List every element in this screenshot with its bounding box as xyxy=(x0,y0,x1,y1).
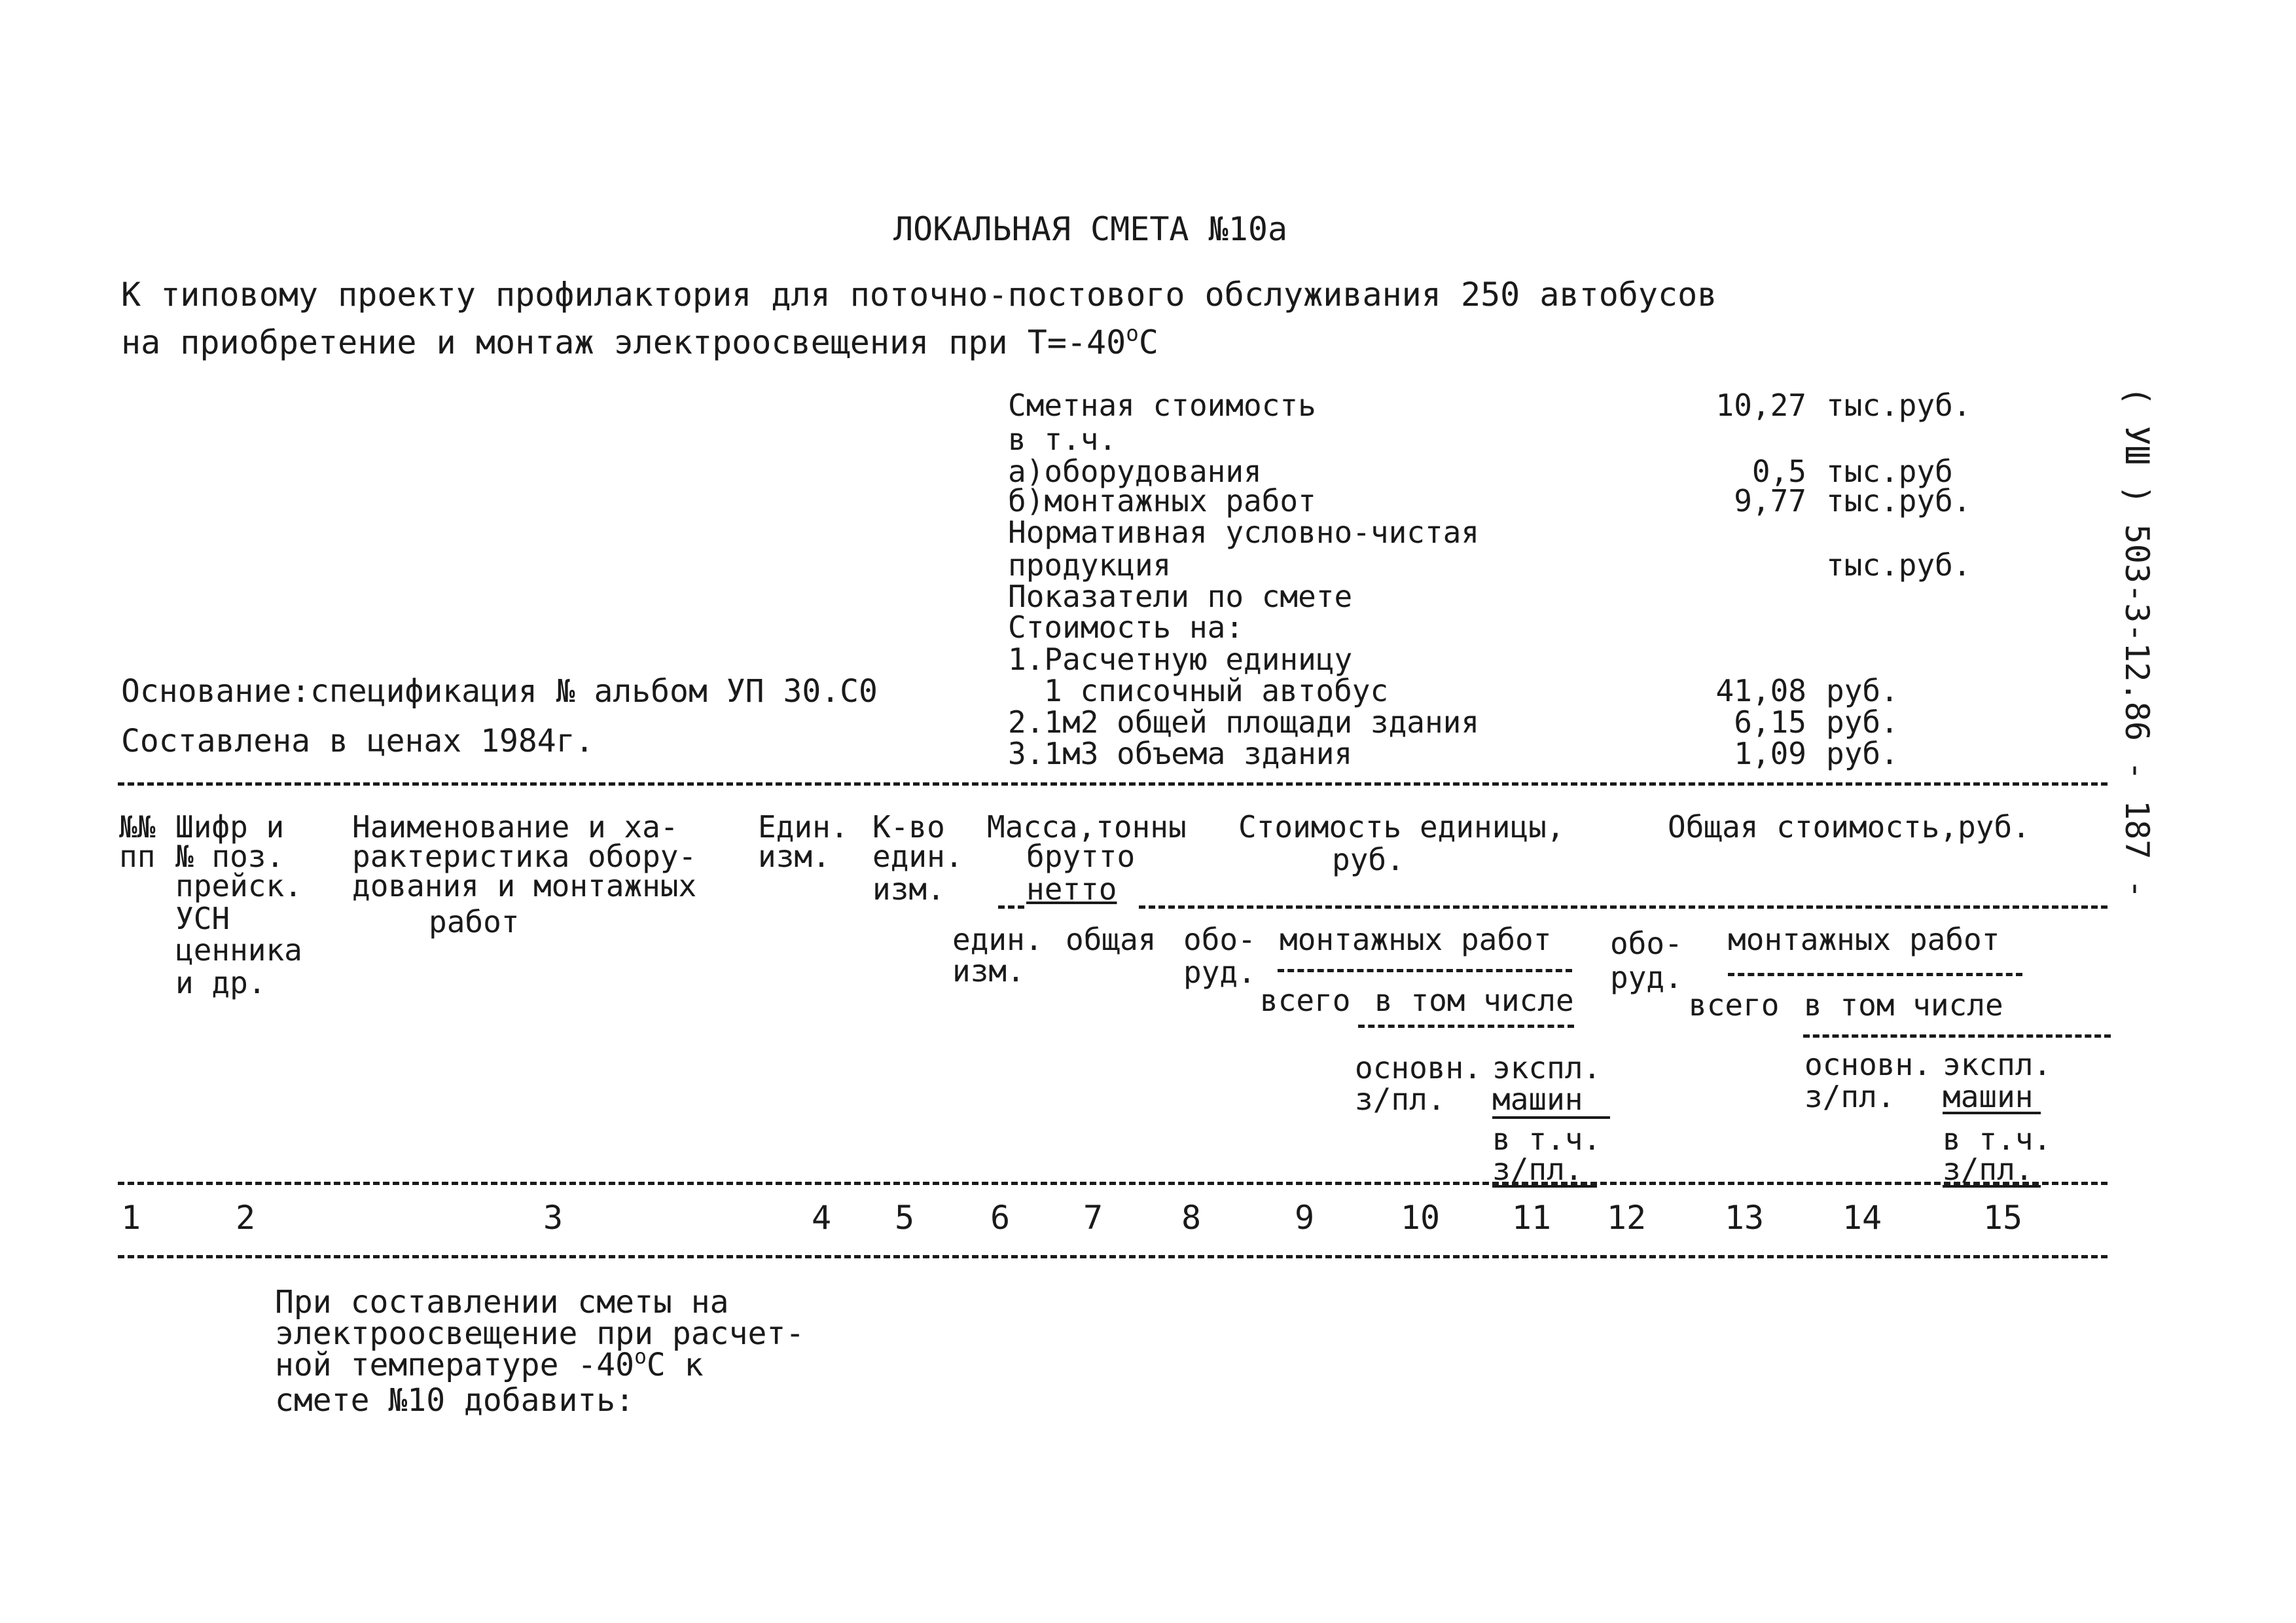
unit-install-rule xyxy=(1278,969,1572,972)
document-subtitle-line1: К типовому проекту профилактория для поточно-постового обслуживания 250 автобусов xyxy=(121,276,1717,314)
mass-per-unit-line1: един. xyxy=(952,922,1043,957)
column-number: 13 xyxy=(1724,1199,1765,1237)
column-number: 10 xyxy=(1400,1199,1441,1237)
per-volume-unit: руб. xyxy=(1826,736,1899,771)
total-install-total: всего xyxy=(1689,987,1780,1023)
per-bus-label: 1 списочный автобус xyxy=(1044,673,1389,708)
per-bus-value: 41,08 xyxy=(1715,673,1806,708)
col3-header-line4: работ xyxy=(429,904,520,939)
cost-per-label: Стоимость на: xyxy=(1008,610,1244,645)
total-install-header: монтажных работ xyxy=(1728,922,2000,957)
unit-machines-wage-line1: в т.ч. xyxy=(1492,1122,1602,1157)
per-bus-unit: руб. xyxy=(1826,673,1899,708)
col1-header-line2: пп xyxy=(119,839,156,874)
total-machines-underline xyxy=(1943,1112,2041,1114)
column-number: 15 xyxy=(1982,1199,2023,1237)
mass-total-label: общая xyxy=(1066,922,1157,957)
per-area-label: 2.1м2 общей площади здания xyxy=(1008,704,1480,740)
unit-basic-wage-line1: основн. xyxy=(1355,1050,1482,1085)
total-machines-wage-line2: з/пл. xyxy=(1943,1152,2034,1187)
unit-install-incl: в том числе xyxy=(1374,983,1574,1018)
column-number: 2 xyxy=(235,1199,256,1237)
total-incl-rule xyxy=(1803,1034,2111,1038)
column-number: 4 xyxy=(811,1199,832,1237)
col1-header-line1: №№ xyxy=(119,809,156,845)
equipment-cost-unit: тыс.руб xyxy=(1826,454,1953,489)
unit-incl-rule xyxy=(1358,1025,1574,1028)
estimated-cost-unit: тыс.руб. xyxy=(1826,388,1971,423)
total-wage-underline xyxy=(1943,1185,2041,1188)
col5-header-line2: един. xyxy=(872,839,963,874)
normative-unit: тыс.руб. xyxy=(1826,547,1971,583)
total-machines-wage-line1: в т.ч. xyxy=(1943,1122,2052,1157)
col2-header-line1: Шифр и xyxy=(175,809,285,845)
installation-cost-unit: тыс.руб. xyxy=(1826,483,1971,519)
col2-header-line4: УСН xyxy=(175,901,230,936)
unit-basis-label: 1.Расчетную единицу xyxy=(1008,642,1353,677)
column-number: 12 xyxy=(1606,1199,1647,1237)
estimated-cost-label: Сметная стоимость xyxy=(1008,388,1316,423)
equipment-cost-value: 0,5 xyxy=(1751,454,1806,489)
column-number: 6 xyxy=(990,1199,1011,1237)
header-top-rule xyxy=(118,782,2108,786)
unit-machines-wage-line2: з/пл. xyxy=(1492,1152,1583,1187)
unit-machines-line1: экспл. xyxy=(1492,1050,1602,1085)
estimated-cost-value: 10,27 xyxy=(1715,388,1806,423)
total-install-incl: в том числе xyxy=(1804,987,2003,1023)
total-equipment-line1: обо- xyxy=(1610,926,1683,961)
unit-wage-underline xyxy=(1492,1185,1597,1188)
installation-cost-label: б)монтажных работ xyxy=(1008,483,1316,519)
total-install-rule xyxy=(1728,973,2022,976)
unit-machines-underline xyxy=(1492,1116,1610,1119)
total-machines-line1: экспл. xyxy=(1943,1047,2052,1082)
col3-header-line1: Наименование и ха- xyxy=(352,809,679,845)
equipment-cost-label: а)оборудования xyxy=(1008,454,1262,489)
mass-net-label: нетто xyxy=(1026,871,1117,907)
unit-equipment-line1: обо- xyxy=(1183,922,1256,957)
total-equipment-line2: руд. xyxy=(1610,960,1683,995)
unit-cost-unit: руб. xyxy=(1332,842,1405,877)
per-area-value: 6,15 xyxy=(1734,704,1806,740)
unit-machines-line2: машин xyxy=(1492,1082,1583,1117)
column-number: 8 xyxy=(1181,1199,1202,1237)
total-machines-line2: машин xyxy=(1943,1079,2034,1114)
prices-text: Составлена в ценах 1984г. xyxy=(121,723,594,759)
column-number: 3 xyxy=(543,1199,564,1237)
normative-label-line1: Нормативная условно-чистая xyxy=(1008,515,1480,550)
mass-per-unit-line2: изм. xyxy=(952,953,1025,989)
indicators-label: Показатели по смете xyxy=(1008,579,1353,614)
column-number: 1 xyxy=(120,1199,141,1237)
col2-header-line2: № поз. xyxy=(175,839,285,874)
installation-cost-value: 9,77 xyxy=(1734,483,1806,519)
column-number: 7 xyxy=(1083,1199,1103,1237)
note-line3: ной температуре $-40^оС$ к xyxy=(275,1345,704,1383)
normative-label-line2: продукция xyxy=(1008,547,1172,583)
col3-header-line3: дования и монтажных xyxy=(352,868,697,903)
col5-header-line1: К-во xyxy=(872,809,945,845)
mass-gross-label: брутто xyxy=(1026,839,1136,874)
col3-header-line2: рактеристика обору- xyxy=(352,839,697,874)
note-line4: смете №10 добавить: xyxy=(275,1382,635,1419)
column-number: 5 xyxy=(894,1199,915,1237)
per-area-unit: руб. xyxy=(1826,704,1899,740)
unit-install-header: монтажных работ xyxy=(1280,922,1552,957)
per-volume-label: 3.1м3 объема здания xyxy=(1008,736,1353,771)
mass-header: Масса,тонны xyxy=(987,809,1187,845)
column-number: 9 xyxy=(1294,1199,1315,1237)
col2-header-line6: и др. xyxy=(175,965,266,1000)
column-number: 14 xyxy=(1842,1199,1882,1237)
header-mid-rule xyxy=(1139,905,2108,909)
total-basic-wage-line1: основн. xyxy=(1804,1047,1931,1082)
col2-header-line3: прейск. xyxy=(175,868,302,903)
document-title: ЛОКАЛЬНАЯ СМЕТА №10а xyxy=(893,210,1288,248)
per-volume-value: 1,09 xyxy=(1734,736,1806,771)
col4-header-line1: Един. xyxy=(758,809,849,845)
unit-equipment-line2: руд. xyxy=(1183,955,1256,990)
unit-cost-header: Стоимость единицы, xyxy=(1238,809,1565,845)
unit-basic-wage-line2: з/пл. xyxy=(1355,1082,1446,1117)
side-stamp: ( УШ ) 503-3-12.86 - 187 - xyxy=(2118,386,2156,899)
netto-lead-rule xyxy=(998,905,1024,909)
column-number: 11 xyxy=(1511,1199,1552,1237)
col2-header-line5: ценника xyxy=(175,932,302,968)
col5-header-line3: изм. xyxy=(872,871,945,907)
header-bottom-rule xyxy=(118,1182,2108,1185)
total-basic-wage-line2: з/пл. xyxy=(1804,1079,1895,1114)
col4-header-line2: изм. xyxy=(758,839,831,874)
basis-text: Основание:спецификация № альбом УП 30.С0 xyxy=(121,673,878,710)
note-line1: При составлении сметы на xyxy=(275,1284,729,1321)
including-label: в т.ч. xyxy=(1008,422,1117,457)
document-subtitle-line2: на приобретение и монтаж электроосвещения при $Т=-40^оС$ xyxy=(121,321,1158,361)
column-numbers-rule xyxy=(118,1255,2108,1258)
unit-install-total: всего xyxy=(1260,983,1351,1018)
total-cost-header: Общая стоимость,руб. xyxy=(1668,809,2030,845)
note-line2: электроосвещение при расчет- xyxy=(275,1315,805,1352)
